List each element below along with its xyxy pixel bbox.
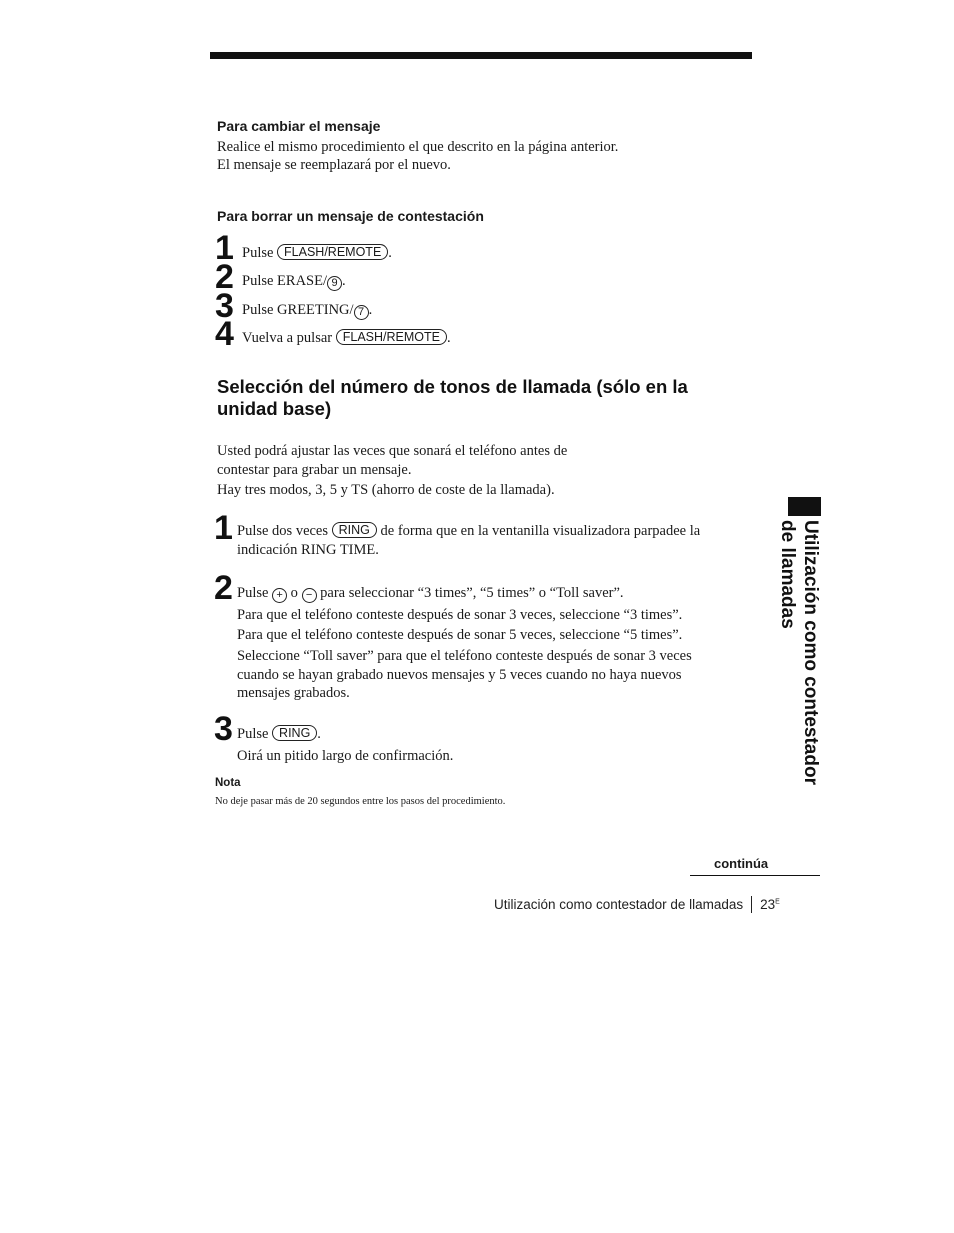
step-label: Vuelva a pulsar: [242, 330, 333, 346]
heading-seleccion-tonos: Selección del número de tonos de llamada (sólo en la: [217, 376, 688, 397]
body-line: Usted podrá ajustar las veces que sonará el teléfono antes de: [217, 443, 568, 459]
ring-key: RING: [332, 522, 377, 538]
body-line: mensajes grabados.: [237, 685, 350, 701]
step-label: Pulse: [242, 245, 274, 261]
step-label: Pulse: [237, 585, 269, 601]
step-number: 2: [215, 258, 234, 296]
page-footer: [494, 896, 780, 913]
note-title: Nota: [215, 777, 241, 789]
step-label: Pulse ERASE/: [242, 273, 327, 289]
body-line: Oirá un pitido largo de confirmación.: [237, 748, 454, 764]
step-punct: .: [447, 330, 451, 346]
ring-key: RING: [272, 725, 317, 741]
step-punct: .: [388, 245, 392, 261]
step-punct: .: [368, 302, 373, 318]
footer-separator: [751, 896, 752, 913]
step-label: para seleccionar “3 times”, “5 times” o “Toll saver”.: [320, 585, 624, 601]
minus-key-icon: −: [302, 588, 317, 603]
step-number: 1: [215, 229, 234, 267]
step-label: Pulse GREETING/: [242, 302, 354, 318]
side-tab-label: [760, 520, 822, 820]
body-line: El mensaje se reemplazará por el nuevo.: [217, 157, 451, 173]
flash-remote-key: FLASH/REMOTE: [277, 244, 388, 260]
body-line: Seleccione “Toll saver” para que el teléfono conteste después de sonar 3 veces: [237, 648, 692, 664]
body-line: Para que el teléfono conteste después de sonar 3 veces, seleccione “3 times”.: [237, 607, 683, 623]
key-7-icon: 7: [354, 305, 369, 320]
step-punct: .: [317, 726, 321, 742]
heading-borrar-mensaje: Para borrar un mensaje de contestación: [217, 208, 484, 224]
body-line: Para que el teléfono conteste después de sonar 5 veces, seleccione “5 times”.: [237, 627, 683, 643]
step-text: [242, 301, 372, 320]
step-text: [237, 584, 624, 603]
key-9-icon: 9: [327, 276, 342, 291]
note-text: No deje pasar más de 20 segundos entre los pasos del procedimiento.: [215, 796, 506, 807]
step-text: [242, 329, 451, 348]
side-tab-line: Utilización como contestador: [800, 520, 821, 785]
heading-seleccion-tonos-cont: unidad base): [217, 398, 332, 419]
step-text: [242, 244, 392, 263]
step-text: [237, 725, 321, 744]
page-number: 23: [760, 897, 776, 912]
continued-rule: [690, 875, 820, 876]
body-line: Realice el mismo procedimiento el que descrito en la página anterior.: [217, 139, 619, 155]
step-label: de forma que en la ventanilla visualizadora parpadee la: [380, 523, 701, 539]
page-number-suffix: E: [775, 898, 780, 906]
step-number: 3: [214, 710, 233, 748]
heading-cambiar-mensaje: Para cambiar el mensaje: [217, 118, 381, 134]
body-line: Hay tres modos, 3, 5 y TS (ahorro de coste de la llamada).: [217, 482, 555, 498]
body-line: contestar para grabar un mensaje.: [217, 462, 412, 478]
plus-key-icon: +: [272, 588, 287, 603]
body-line: indicación RING TIME.: [237, 542, 379, 558]
flash-remote-key: FLASH/REMOTE: [336, 329, 447, 345]
step-label: o: [290, 585, 298, 601]
step-number: 2: [214, 569, 233, 607]
footer-section-title: Utilización como contestador de llamadas: [494, 897, 744, 912]
step-text: [242, 272, 346, 291]
continued-label: continúa: [714, 856, 769, 871]
step-label: Pulse: [237, 726, 269, 742]
top-rule: [210, 52, 752, 59]
step-label: Pulse dos veces: [237, 523, 329, 539]
side-tab-line: de llamadas: [777, 520, 798, 629]
side-tab-marker: [788, 497, 821, 516]
step-number: 4: [215, 315, 234, 353]
step-punct: .: [342, 273, 346, 289]
step-text: [237, 522, 747, 541]
step-number: 1: [214, 509, 233, 547]
step-number: 3: [215, 287, 234, 325]
body-line: cuando se hayan grabado nuevos mensajes y 5 veces cuando no haya nuevos: [237, 667, 682, 683]
